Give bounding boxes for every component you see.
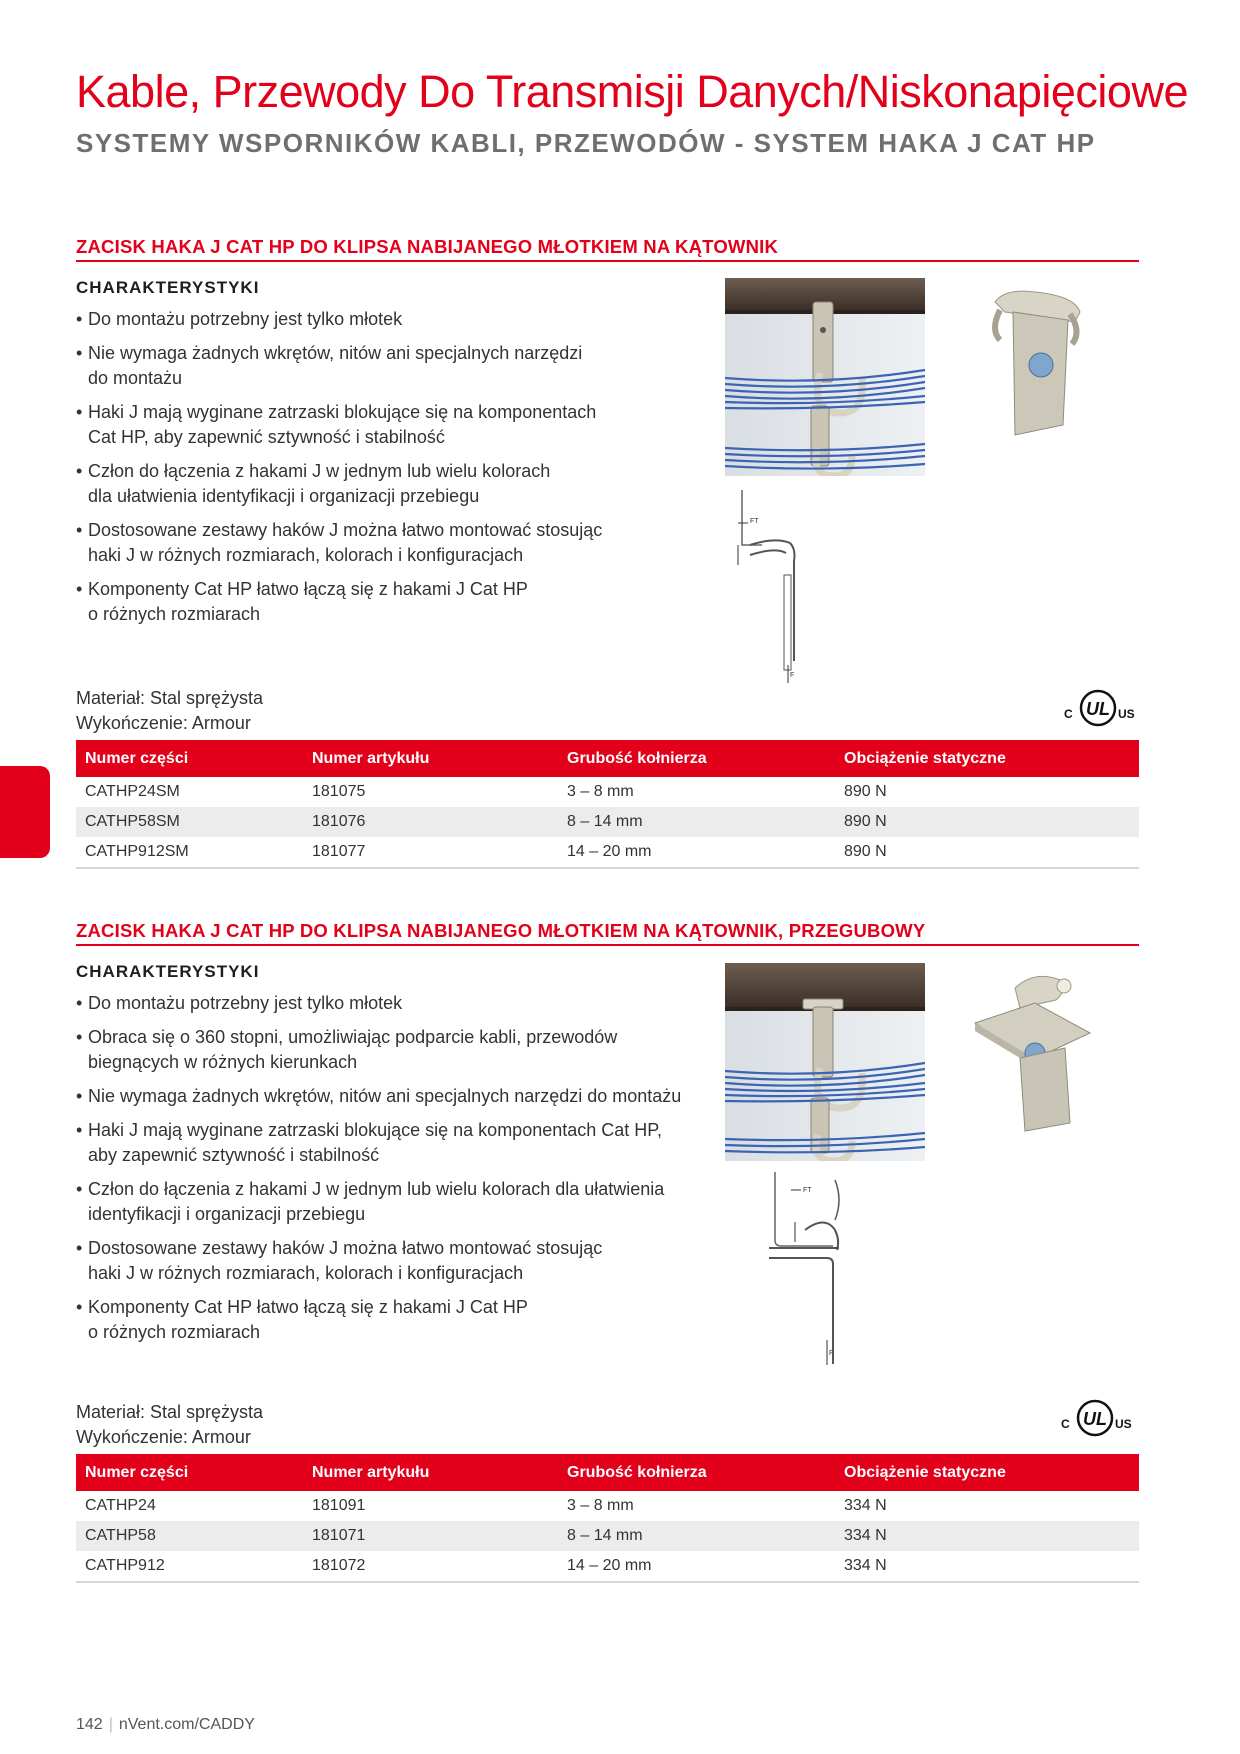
column-header: Obciążenie statyczne xyxy=(835,1454,1139,1491)
f-label: F xyxy=(790,672,795,679)
section-divider xyxy=(76,944,1139,946)
part-number: CATHP24 xyxy=(85,1497,156,1514)
page-title: Kable, Przewody Do Transmisji Danych/Niskonapięciowe xyxy=(76,66,1188,117)
flange-thickness: 3 – 8 mm xyxy=(567,783,634,800)
column-header: Obciążenie statyczne xyxy=(835,740,1139,777)
table-row xyxy=(76,1551,1139,1582)
static-load: 334 N xyxy=(835,1551,1139,1582)
ft-label: FT xyxy=(750,518,759,525)
feature-item: • Nie wymaga żadnych wkrętów, nitów ani specjalnych narzędzi do montażu xyxy=(76,1084,716,1109)
product-clip-photo xyxy=(960,968,1105,1133)
flange-thickness: 14 – 20 mm xyxy=(558,837,835,868)
footer-link[interactable]: nVent.com/CADDY xyxy=(118,1716,255,1733)
features-list xyxy=(76,307,676,636)
table-row xyxy=(76,777,1139,807)
material-text: Materiał: Stal sprężysta xyxy=(76,1402,264,1422)
table-header-row xyxy=(76,740,1139,777)
article-number: 181091 xyxy=(312,1497,366,1514)
feature-item: • Haki J mają wyginane zatrzaski blokujące się na komponentach Cat HP, aby zapewnić sztywność i stabilność xyxy=(76,400,676,450)
article-number: 181071 xyxy=(303,1521,558,1551)
static-load: 334 N xyxy=(844,1497,887,1514)
ft-label: FT xyxy=(803,1187,812,1194)
ul-certification-logo xyxy=(1058,688,1138,728)
column-header: Numer części xyxy=(76,1454,303,1491)
page-footer: 142 | nVent.com/CADDY xyxy=(76,1716,255,1733)
spec-table xyxy=(76,1454,1139,1583)
section-title: ZACISK HAKA J CAT HP DO KLIPSA NABIJANEGO MŁOTKIEM NA KĄTOWNIK xyxy=(76,236,779,257)
flange-thickness: 3 – 8 mm xyxy=(567,1497,634,1514)
ul-certification-logo xyxy=(1055,1398,1135,1438)
static-load: 334 N xyxy=(835,1521,1139,1551)
feature-item: • Komponenty Cat HP łatwo łączą się z hakami J Cat HP o różnych rozmiarach xyxy=(76,577,676,627)
part-number: CATHP24SM xyxy=(85,783,180,800)
feature-item: • Do montażu potrzebny jest tylko młotek xyxy=(76,991,716,1016)
table-row xyxy=(76,837,1139,868)
feature-item: • Obraca się o 360 stopni, umożliwiając podparcie kabli, przewodów biegnących w różnych kierunkach xyxy=(76,1025,716,1075)
article-number: 181076 xyxy=(303,807,558,837)
column-header: Grubość kołnierza xyxy=(558,740,835,777)
part-number: CATHP58 xyxy=(76,1521,303,1551)
f-label: F xyxy=(829,1350,834,1357)
installation-photo xyxy=(725,278,925,476)
feature-item: • Haki J mają wyginane zatrzaski blokujące się na komponentach Cat HP, aby zapewnić sztywność i stabilność xyxy=(76,1118,716,1168)
static-load: 890 N xyxy=(835,837,1139,868)
column-header: Grubość kołnierza xyxy=(558,1454,835,1491)
article-number: 181072 xyxy=(303,1551,558,1582)
features-heading: CHARAKTERYSTYKI xyxy=(76,278,260,297)
feature-item: • Dostosowane zestawy haków J można łatwo montować stosując haki J w różnych rozmiarach, kolorach i konfiguracjach xyxy=(76,1236,716,1286)
feature-item: • Człon do łączenia z hakami J w jednym lub wielu kolorach dla ułatwienia identyfikacji i organizacji przebiegu xyxy=(76,459,676,509)
svg-text:UL: UL xyxy=(1083,1409,1107,1429)
section-divider xyxy=(76,260,1139,262)
table-row xyxy=(76,1521,1139,1551)
article-number: 181075 xyxy=(312,783,366,800)
svg-text:US: US xyxy=(1115,1417,1132,1431)
feature-item: • Komponenty Cat HP łatwo łączą się z hakami J Cat HP o różnych rozmiarach xyxy=(76,1295,716,1345)
part-number: CATHP58SM xyxy=(76,807,303,837)
features-list xyxy=(76,991,716,1354)
flange-thickness: 8 – 14 mm xyxy=(558,1521,835,1551)
feature-item: • Człon do łączenia z hakami J w jednym lub wielu kolorach dla ułatwienia identyfikacji i organizacji przebiegu xyxy=(76,1177,716,1227)
flange-thickness: 14 – 20 mm xyxy=(558,1551,835,1582)
svg-text:C: C xyxy=(1061,1417,1070,1431)
section-title: ZACISK HAKA J CAT HP DO KLIPSA NABIJANEGO MŁOTKIEM NA KĄTOWNIK, PRZEGUBOWY xyxy=(76,920,926,941)
column-header: Numer części xyxy=(76,740,303,777)
dimension-diagram xyxy=(765,1170,875,1370)
spec-table xyxy=(76,740,1139,869)
dimension-diagram xyxy=(728,485,828,685)
static-load: 890 N xyxy=(835,807,1139,837)
flange-thickness: 8 – 14 mm xyxy=(558,807,835,837)
part-number: CATHP912 xyxy=(76,1551,303,1582)
page-subtitle: SYSTEMY WSPORNIKÓW KABLI, PRZEWODÓW - SYSTEM HAKA J CAT HP xyxy=(76,128,1096,158)
installation-photo xyxy=(725,963,925,1161)
table-header-row xyxy=(76,1454,1139,1491)
product-clip-photo xyxy=(975,282,1095,447)
finish-text: Wykończenie: Armour xyxy=(76,713,251,733)
table-row xyxy=(76,1491,1139,1521)
column-header: Numer artykułu xyxy=(303,740,558,777)
finish-text: Wykończenie: Armour xyxy=(76,1427,251,1447)
section-side-tab xyxy=(0,766,50,858)
column-header: Numer artykułu xyxy=(303,1454,558,1491)
feature-item: • Dostosowane zestawy haków J można łatwo montować stosując haki J w różnych rozmiarach, kolorach i konfiguracjach xyxy=(76,518,676,568)
static-load: 890 N xyxy=(844,783,887,800)
page-number: 142 xyxy=(76,1716,103,1733)
svg-text:UL: UL xyxy=(1086,699,1110,719)
features-heading: CHARAKTERYSTYKI xyxy=(76,962,260,981)
svg-text:US: US xyxy=(1118,707,1135,721)
part-number: CATHP912SM xyxy=(76,837,303,868)
table-row xyxy=(76,807,1139,837)
article-number: 181077 xyxy=(303,837,558,868)
material-text: Materiał: Stal sprężysta xyxy=(76,688,264,708)
feature-item: • Nie wymaga żadnych wkrętów, nitów ani specjalnych narzędzi do montażu xyxy=(76,341,676,391)
feature-item: • Do montażu potrzebny jest tylko młotek xyxy=(76,307,676,332)
svg-text:C: C xyxy=(1064,707,1073,721)
